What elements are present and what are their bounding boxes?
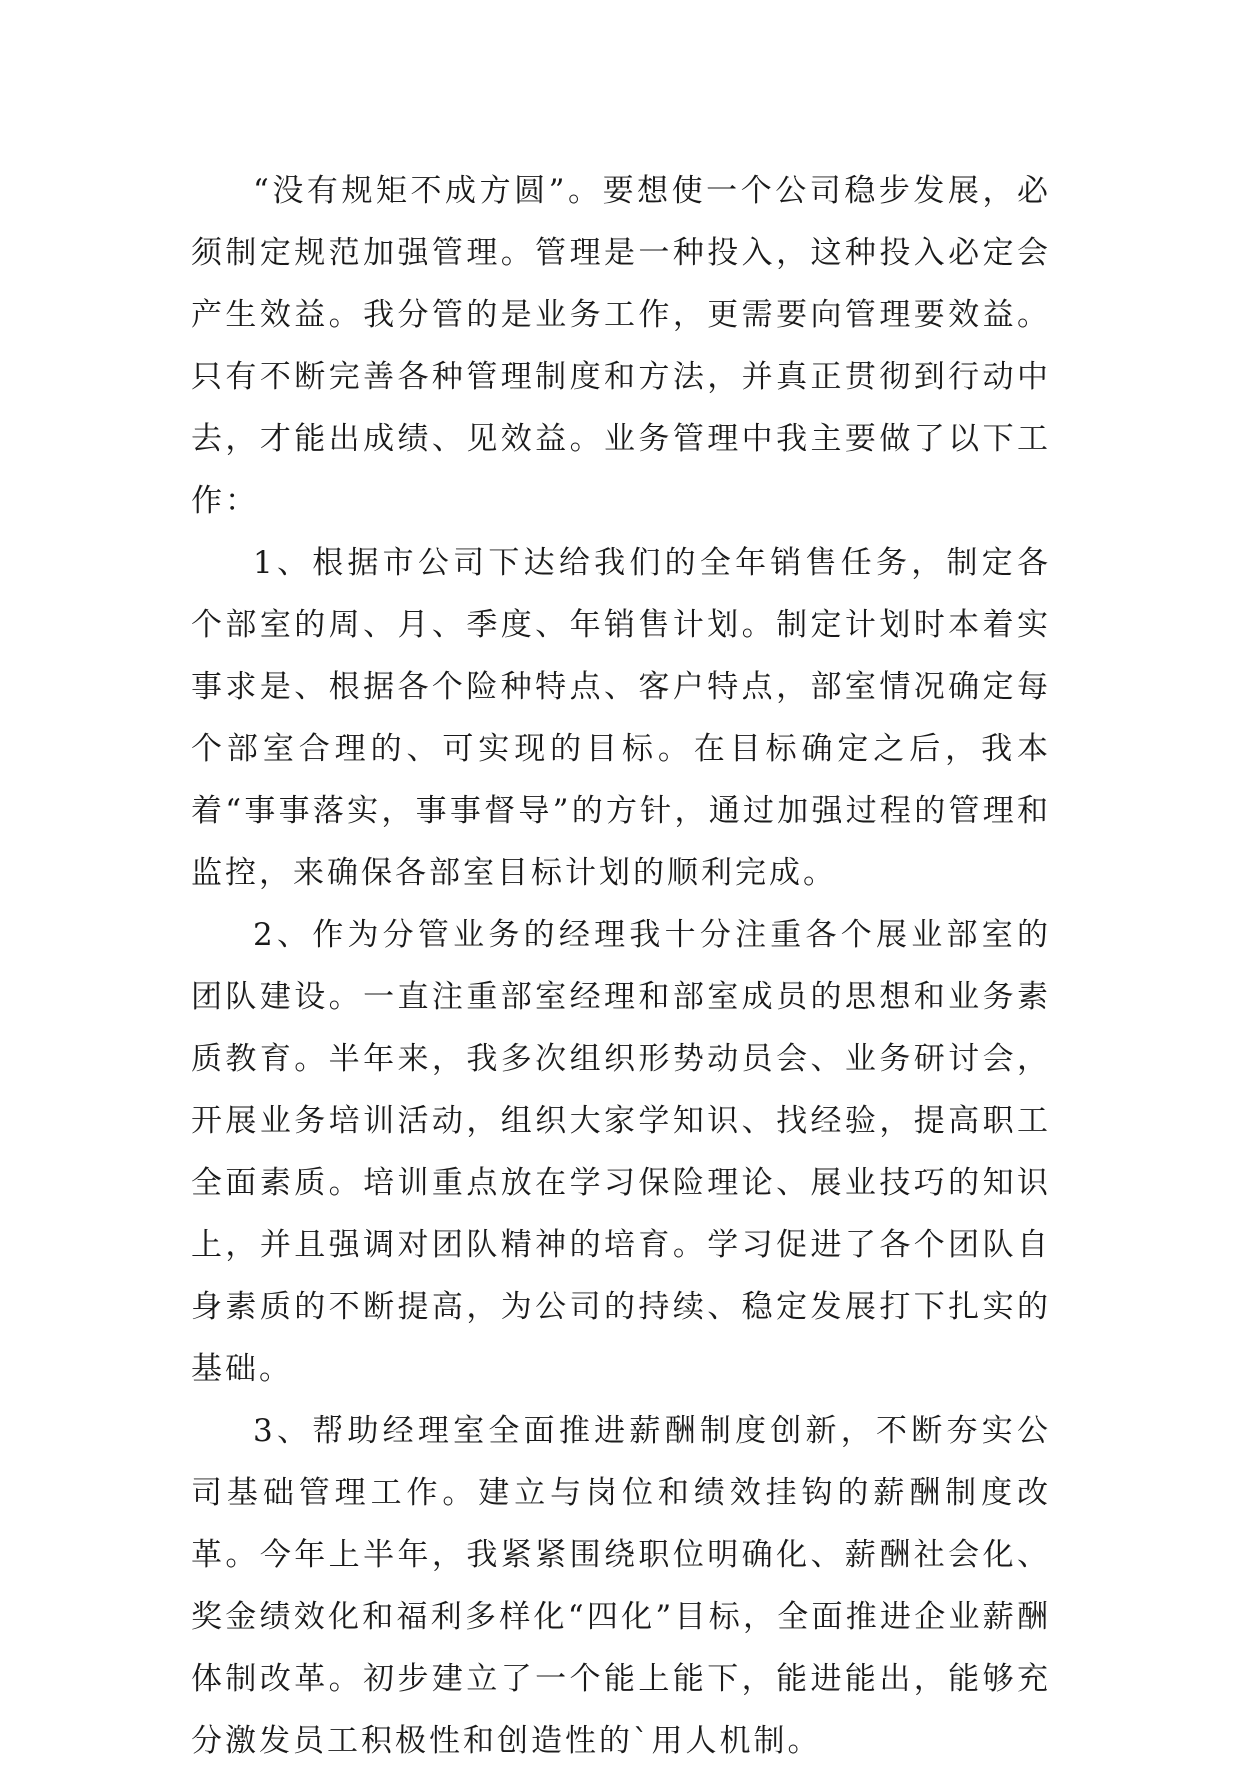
paragraph-item-1: 1、根据市公司下达给我们的全年销售任务，制定各个部室的周、月、季度、年销售计划。制定计划时本着实事求是、根据各个险种特点、客户特点，部室情况确定每个部室合理的、可实现的目标。在目标确定之后，我本着“事事落实，事事督导”的方针，通过加强过程的管理和监控，来确保各部室目标计划的顺利完成。 xyxy=(191,545,1051,891)
document-body xyxy=(191,160,1051,1772)
paragraph-item-3: 3、帮助经理室全面推进薪酬制度创新，不断夯实公司基础管理工作。建立与岗位和绩效挂钩的薪酬制度改革。今年上半年，我紧紧围绕职位明确化、薪酬社会化、奖金绩效化和福利多样化“四化”目标，全面推进企业薪酬体制改革。初步建立了一个能上能下，能进能出，能够充分激发员工积极性和创造性的`用人机制。 xyxy=(191,1413,1051,1759)
paragraph-item-2: 2、作为分管业务的经理我十分注重各个展业部室的团队建设。一直注重部室经理和部室成员的思想和业务素质教育。半年来，我多次组织形势动员会、业务研讨会，开展业务培训活动，组织大家学知识、找经验，提高职工全面素质。培训重点放在学习保险理论、展业技巧的知识上，并且强调对团队精神的培育。学习促进了各个团队自身素质的不断提高，为公司的持续、稳定发展打下扎实的基础。 xyxy=(191,917,1051,1387)
paragraph-intro: “没有规矩不成方圆”。要想使一个公司稳步发展，必须制定规范加强管理。管理是一种投入，这种投入必定会产生效益。我分管的是业务工作，更需要向管理要效益。只有不断完善各种管理制度和方法，并真正贯彻到行动中去，才能出成绩、见效益。业务管理中我主要做了以下工作： xyxy=(191,173,1051,519)
